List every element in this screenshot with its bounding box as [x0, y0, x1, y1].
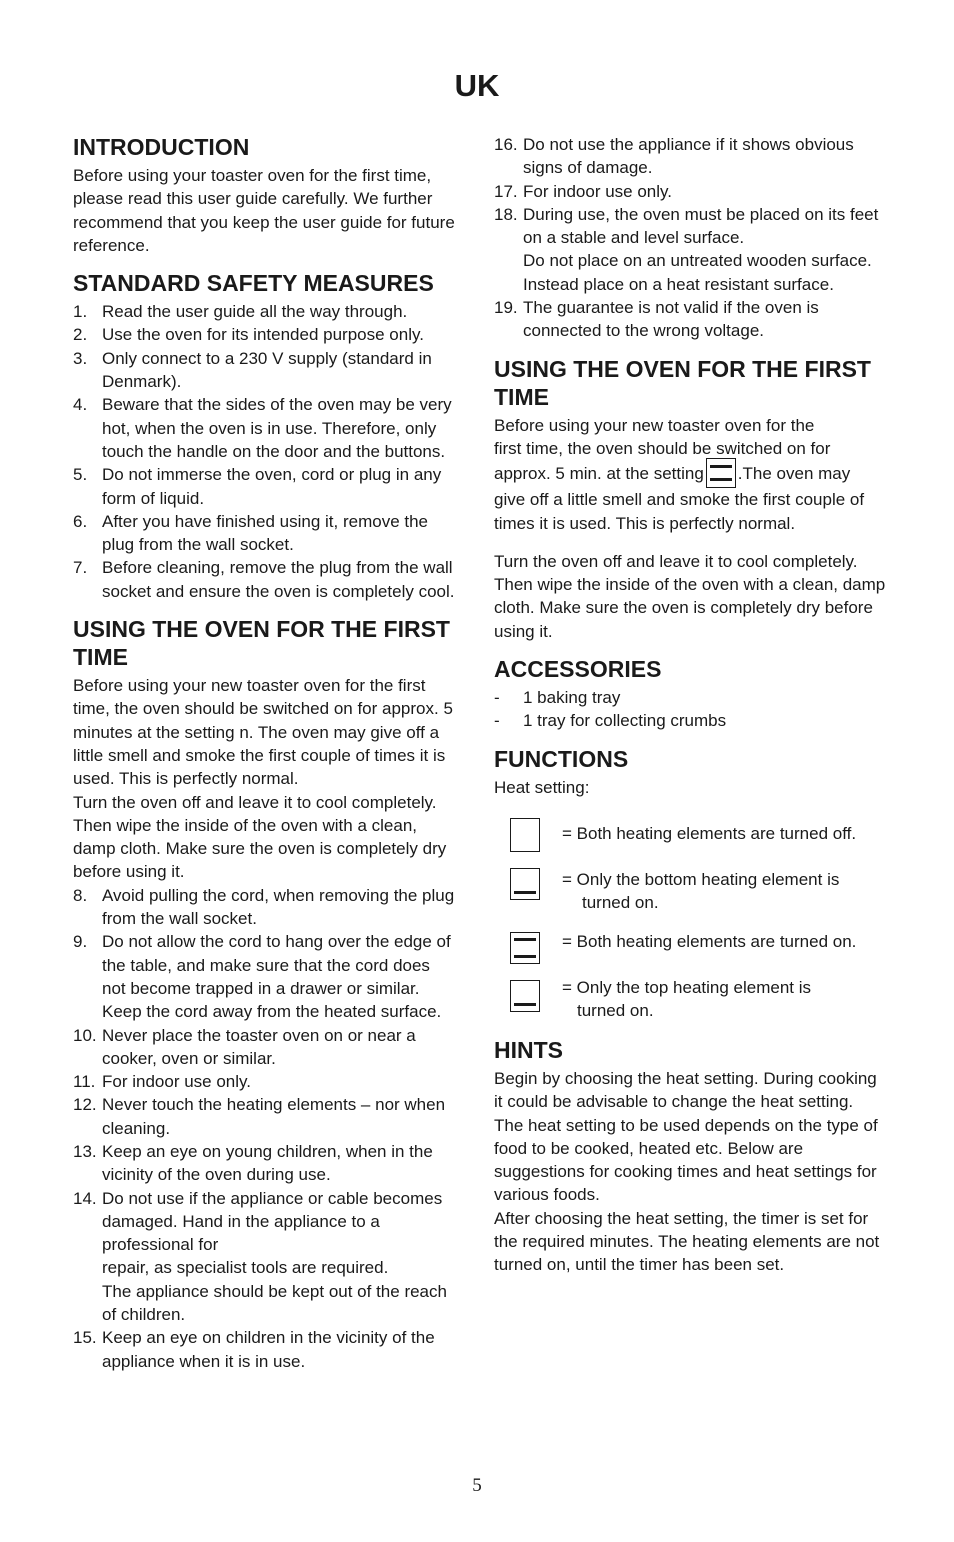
page-number: 5: [472, 1475, 482, 1496]
item-number: 1.: [73, 302, 88, 322]
page-language-heading: UK: [454, 68, 500, 103]
list-item: [73, 323, 458, 346]
first-use-heading-right: USING THE OVEN FOR THE FIRST TIME: [494, 355, 871, 410]
item-number: 17.: [494, 181, 518, 201]
item-text: For indoor use only.: [523, 181, 672, 201]
heat-setting-line: = Only the top heating element is: [562, 977, 812, 997]
item-number: 5.: [73, 465, 88, 485]
first-use-paragraph-2-right: Turn the oven off and leave it to cool completely. Then wipe the inside of the oven with a clean, damp cloth. Make sure the oven is completely dry before using it.: [494, 551, 886, 641]
first-use-line-3: [494, 457, 886, 491]
first-use-paragraph: Before using your new toaster oven for the first time, the oven should be switched on for approx. 5 minutes at the setting n. The oven may give off a little smell and smoke the first couple of times it is used. This is perfectly normal.: [73, 676, 453, 789]
item-text: Do not allow the cord to hang over the edge of the table, and make sure that the cord does not become trapped in a drawer or similar. Keep the cord away from the heated surface.: [102, 932, 451, 1022]
heat-setting-line: = Both heating elements are turned on.: [562, 931, 857, 951]
item-text: Never place the toaster oven on or near a cooker, oven or similar.: [102, 1025, 416, 1068]
list-item: [494, 249, 886, 296]
first-use-paragraph-2: Turn the oven off and leave it to cool completely. Then wipe the inside of the oven with a clean, damp cloth. Make sure the oven is completely dry before using it.: [73, 792, 447, 882]
item-text: Keep an eye on young children, when in the vicinity of the oven during use.: [102, 1141, 433, 1185]
hints-paragraph-2: After choosing the heat setting, the timer is set for the required minutes. The heating elements are not turned on, until the timer has been set.: [494, 1208, 880, 1275]
item-text: Do not place on an untreated wooden surface. Instead place on a heat resistant surface.: [523, 251, 872, 294]
first-use-line-2: first time, the oven should be switched on for: [494, 438, 831, 458]
accessories-list: [494, 686, 886, 733]
item-text: After you have finished using it, remove the plug from the wall socket.: [102, 511, 429, 555]
heat-setting-text: [562, 930, 887, 953]
list-item: [73, 930, 458, 1023]
first-use-line-1: Before using your new toaster oven for the: [494, 415, 815, 435]
list-item: [494, 180, 886, 203]
list-item: [73, 1070, 458, 1093]
item-number: 16.: [494, 135, 518, 154]
heat-setting-row: [494, 822, 886, 868]
list-item: [73, 1140, 458, 1187]
first-use-line-3-end: .The oven may: [737, 464, 851, 484]
heat-setting-line: = Only the bottom heating element is: [562, 869, 840, 889]
item-text: Avoid pulling the cord, when removing the plug from the wall socket.: [102, 885, 455, 929]
item-number: 9.: [73, 932, 88, 952]
item-text: 1 baking tray: [523, 688, 621, 708]
item-text: 1 tray for collecting crumbs: [523, 711, 727, 731]
safety-list-continued: [73, 884, 458, 1373]
list-item: [73, 1256, 458, 1279]
list-item: [73, 463, 458, 510]
accessories-heading: ACCESSORIES: [494, 656, 662, 683]
item-text: Do not use if the appliance or cable becomes damaged. Hand in the appliance to a professional for: [102, 1188, 443, 1255]
item-text: For indoor use only.: [102, 1072, 251, 1092]
heat-setting-row: [494, 868, 886, 930]
top-heat-icon: [510, 980, 540, 1012]
item-number: 19.: [494, 298, 518, 318]
item-number: 7.: [73, 558, 88, 578]
item-number: 4.: [73, 395, 88, 415]
heat-setting-text: [562, 822, 887, 845]
item-text: Use the oven for its intended purpose only.: [102, 325, 424, 345]
list-item: [73, 1187, 458, 1257]
item-text: Before cleaning, remove the plug from the wall socket and ensure the oven is completely cool.: [102, 558, 455, 601]
both-heat-icon: [510, 932, 540, 964]
bottom-heat-icon: [510, 868, 540, 900]
list-item: [73, 1093, 458, 1140]
heat-setting-line: = Both heating elements are turned off.: [562, 823, 857, 843]
heat-setting-label: Heat setting:: [494, 777, 590, 797]
item-number: 11.: [73, 1072, 96, 1092]
list-item: [73, 393, 458, 463]
item-text: Beware that the sides of the oven may be very hot, when the oven is in use. Therefore, only touch the handle on the door and the buttons.: [102, 395, 452, 461]
heat-setting-row: [494, 976, 886, 1036]
safety-list: [73, 300, 458, 603]
heat-setting-line: turned on.: [577, 1001, 654, 1021]
list-item: [73, 1280, 458, 1327]
item-text: repair, as specialist tools are required.: [102, 1258, 389, 1278]
item-text: Keep an eye on children in the vicinity of the appliance when it is in use.: [102, 1328, 435, 1371]
item-number: 13.: [73, 1141, 97, 1161]
safety-list-continued-right: [494, 133, 886, 343]
list-item: [73, 1024, 458, 1071]
safety-heading: STANDARD SAFETY MEASURES: [73, 270, 434, 297]
heat-setting-text: [562, 868, 887, 915]
item-number: 3.: [73, 348, 88, 368]
item-text: Do not use the appliance if it shows obvious signs of damage.: [523, 135, 854, 178]
first-use-heading: USING THE OVEN FOR THE FIRST TIME: [73, 616, 450, 671]
item-number: 8.: [73, 885, 88, 905]
item-number: 10.: [73, 1025, 97, 1045]
list-item: [73, 347, 458, 394]
item-number: 2.: [73, 325, 88, 345]
list-item: [494, 709, 886, 732]
left-column: [73, 133, 458, 1373]
item-text: Only connect to a 230 V supply (standard in Denmark).: [102, 348, 432, 392]
functions-heading: FUNCTIONS: [494, 745, 629, 772]
list-item: [494, 686, 886, 709]
item-number: 14.: [73, 1188, 97, 1208]
introduction-text: Before using your toaster oven for the first time, please read this user guide carefully. We further recommend that you keep the user guide for future reference.: [73, 166, 455, 255]
item-number: 6.: [73, 511, 88, 531]
heat-off-icon: [510, 818, 540, 852]
both-heat-icon: [706, 458, 736, 488]
heat-setting-row: [494, 930, 886, 976]
item-number: 18.: [494, 204, 518, 224]
item-text: Do not immerse the oven, cord or plug in any form of liquid.: [102, 465, 442, 508]
item-text: The guarantee is not valid if the oven is connected to the wrong voltage.: [523, 298, 819, 341]
list-item: [494, 296, 886, 343]
first-use-rest: give off a little smell and smoke the first couple of times it is used. This is perfectly normal.: [494, 490, 865, 533]
first-use-line-3-start: approx. 5 min. at the setting: [494, 464, 704, 484]
item-text: Never touch the heating elements – nor when cleaning.: [102, 1095, 446, 1138]
list-item: [73, 884, 458, 931]
item-text: During use, the oven must be placed on its feet on a stable and level surface.: [523, 204, 879, 248]
item-number: 15.: [73, 1328, 97, 1348]
list-item: [73, 510, 458, 557]
hints-paragraph-1: Begin by choosing the heat setting. During cooking it could be advisable to change the heat setting. The heat setting to be used depends on the type of food to be cooked, heated etc. Below are suggestions for cooking times and heat settings for various foods.: [494, 1068, 878, 1205]
list-item: [73, 300, 458, 323]
heat-setting-line: turned on.: [582, 893, 659, 913]
item-text: The appliance should be kept out of the reach of children.: [102, 1281, 447, 1325]
right-column: [494, 133, 886, 1277]
list-item: [494, 203, 886, 250]
hints-heading: HINTS: [494, 1036, 563, 1063]
list-item: [73, 1326, 458, 1373]
item-text: Read the user guide all the way through.: [102, 302, 408, 322]
dash-mark: -: [494, 688, 500, 708]
item-number: 12.: [73, 1095, 97, 1115]
heat-setting-text: [562, 976, 887, 1023]
list-item: [73, 556, 458, 603]
list-item: [494, 133, 886, 180]
dash-mark: -: [494, 711, 500, 731]
introduction-heading: INTRODUCTION: [73, 134, 250, 160]
